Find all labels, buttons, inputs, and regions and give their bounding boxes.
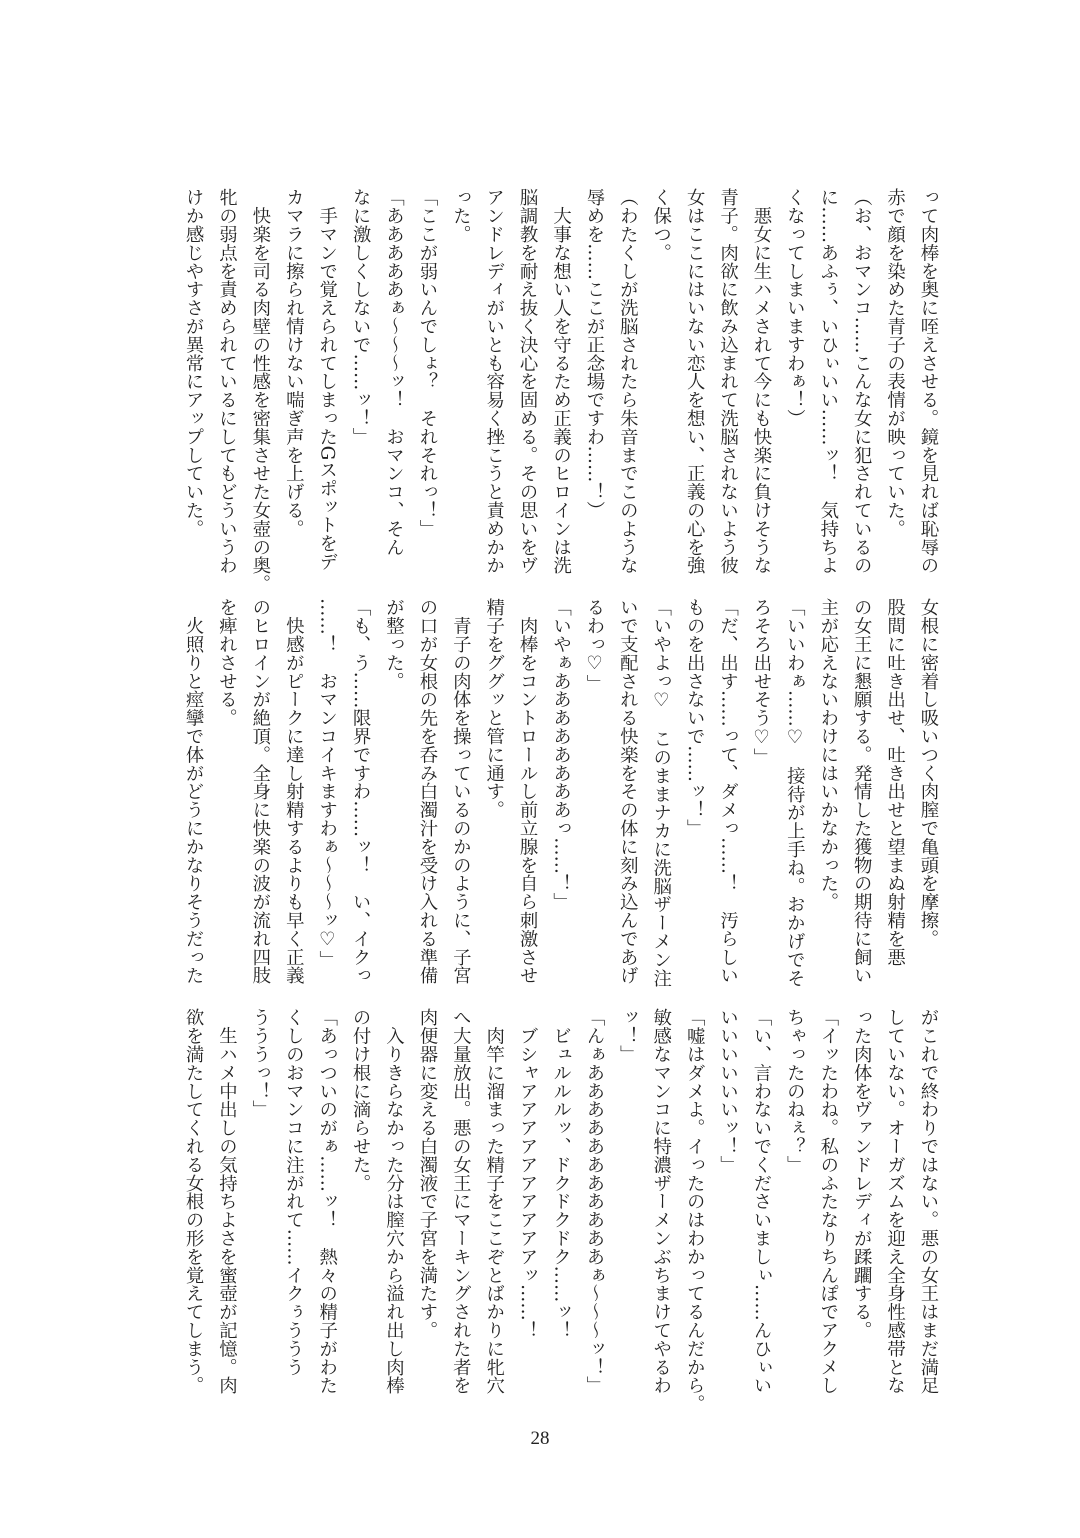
- text-column: 「んぁあああああああああああぁ〜〜〜ッ！」: [583, 1008, 605, 1395]
- text-column: の口が女根の先を呑み白濁汁を受け入れる準備: [416, 598, 438, 985]
- text-column: 「いいわぁ……♡ 接待が上手ね。おかげでそ: [784, 598, 806, 987]
- text-column: が整った。: [383, 598, 405, 690]
- text-column: るわっ♡」: [583, 598, 605, 693]
- text-column: 精子をググッと管に通す。: [483, 598, 505, 819]
- text-column: 「あああああぁ〜〜〜ッ！ おマンコ、そん: [383, 188, 405, 556]
- text-column: 「イッたわね。私のふたなりちんぽでアクメし: [817, 1008, 839, 1395]
- text-column: 女根に密着し吸いつく肉膣で亀頭を摩擦。: [918, 598, 939, 948]
- text-column: を痺れさせる。: [216, 598, 238, 727]
- page-number: 28: [530, 1428, 550, 1449]
- text-tier-bottom: [185, 1008, 945, 1418]
- text-column: 「だ、出す……って、ダメっ……！ 汚らしい: [717, 598, 739, 985]
- text-column: 敏感なマンコに特濃ザーメンぶちまけてやるわ: [650, 1008, 672, 1395]
- text-column: った肉体をヴァンドレディが蹂躙する。: [851, 1008, 873, 1340]
- text-column: 股間に吐き出せ、吐き出せと望まぬ射精を悪: [884, 598, 906, 966]
- text-column: 肉竿に溜まった精子をここぞとばかりに牝穴: [483, 1008, 505, 1395]
- text-column: 「い、言わないでくださいましぃ……んひぃい: [750, 1008, 772, 1395]
- text-column: 牝の弱点を責められているにしてもどういうわ: [216, 188, 238, 575]
- text-column: 赤で顔を染めた青子の表情が映っていた。: [884, 188, 906, 538]
- text-column: していない。オーガズムを迎え全身性感帯とな: [884, 1008, 906, 1395]
- text-column: 「いやぁああああああああっ……！」: [550, 598, 572, 911]
- text-column: ちゃったのねぇ？」: [784, 1008, 806, 1174]
- text-column: 「あっついのがぁ……ッ！ 熱々の精子がわた: [316, 1008, 338, 1395]
- text-column: 大事な想い人を守るため正義のヒロインは洗: [550, 188, 572, 575]
- text-column: ……！ おマンコイキますわぁ〜〜〜ッ♡」: [316, 598, 338, 969]
- text-column: 青子の肉体を操っているのかのように、子宮: [450, 598, 472, 985]
- text-column: へ大量放出。悪の女王にマーキングされた者を: [450, 1008, 472, 1395]
- text-column: のヒロインが絶頂。全身に快楽の波が流れ四肢: [249, 598, 271, 985]
- text-column: くしのおマンコに注がれて……イクぅううう: [283, 1008, 305, 1376]
- text-column: 快楽を司る肉壁の性感を密集させた女壺の奥。: [249, 188, 271, 593]
- text-column: ブシャアアアアアアアアアアッ……！: [517, 1008, 539, 1340]
- text-column: 主が応えないわけにはいかなかった。: [817, 598, 839, 911]
- text-column: ッ！」: [617, 1008, 639, 1064]
- text-column: に……あふぅ、いひぃいい……ッ！ 気持ちよ: [817, 188, 839, 575]
- text-tier-middle: [183, 598, 945, 987]
- text-column: った。: [450, 188, 472, 244]
- text-column: 入りきらなかった分は膣穴から溢れ出し肉棒: [383, 1008, 405, 1395]
- text-column: なに激しくしないで……ッ！」: [350, 188, 372, 446]
- text-column: 手マンで覚えられてしまったGスポットをデ: [316, 188, 338, 571]
- text-column: 快感がピークに達し射精するよりも早く正義: [283, 598, 305, 985]
- text-column: って肉棒を奥に咥えさせる。鏡を見れば恥辱の: [918, 188, 939, 575]
- text-column: がこれで終わりではない。悪の女王はまだ満足: [918, 1008, 939, 1395]
- text-column: 「嘘はダメよ。イったのはわかってるんだから。: [684, 1008, 706, 1413]
- text-column: アンドレディがいとも容易く挫こうと責めかか: [483, 188, 505, 575]
- text-column: ろそろ出せそう♡」: [750, 598, 772, 767]
- text-column: 悪女に生ハメされて今にも快楽に負けそうな: [750, 188, 772, 575]
- text-tier-top: [183, 188, 945, 593]
- text-column: 肉便器に変える白濁液で子宮を満たす。: [416, 1008, 438, 1340]
- text-column: くなってしまいますわぁ！）: [784, 188, 806, 428]
- text-column: の付け根に滴らせた。: [350, 1008, 372, 1192]
- text-column: 「いやよっ♡ このままナカに洗脳ザーメン注: [650, 598, 672, 987]
- text-column: 火照りと痙攣で体がどうにかなりそうだった: [183, 598, 205, 985]
- text-column: うううっ！」: [249, 1008, 271, 1119]
- text-column: 辱めを……ここが正念場ですわ……！）: [583, 188, 605, 520]
- text-column: 肉棒をコントロールし前立腺を自ら刺激させ: [517, 598, 539, 985]
- text-column: けか感じやすさが異常にアップしていた。: [183, 188, 205, 538]
- text-column: 生ハメ中出しの気持ちよさを蜜壺が記憶。肉: [216, 1008, 238, 1395]
- text-column: 女はここにはいない恋人を想い、正義の心を強: [684, 188, 706, 575]
- text-column: 「ここが弱いんでしょ？ それそれっ！」: [416, 188, 438, 538]
- text-column: 脳調教を耐え抜く決心を固める。その思いをヴ: [517, 188, 539, 575]
- text-column: 青子。肉欲に飲み込まれて洗脳されないよう彼: [717, 188, 739, 575]
- text-column: く保つ。: [650, 188, 672, 262]
- text-column: （わたくしが洗脳されたら朱音までこのような: [617, 188, 639, 575]
- text-column: いで支配される快楽をその体に刻み込んであげ: [617, 598, 639, 985]
- text-column: ものを出さないで……ッ！」: [684, 598, 706, 838]
- text-column: 欲を満たしてくれる女根の形を覚えてしまう。: [183, 1008, 205, 1395]
- text-column: の女王に懇願する。発情した獲物の期待に飼い: [851, 598, 873, 985]
- text-column: カマラに擦られ情けない喘ぎ声を上げる。: [283, 188, 305, 538]
- text-column: 「も、う……限界ですわ……ッ！ い、イクっ: [350, 598, 372, 985]
- text-column: ビュルルルッ、ドクドクドク……ッ！: [550, 1008, 572, 1340]
- text-column: いいいいいいッ！」: [717, 1008, 739, 1174]
- text-column: （お、おマンコ……こんな女に犯されているの: [851, 188, 873, 575]
